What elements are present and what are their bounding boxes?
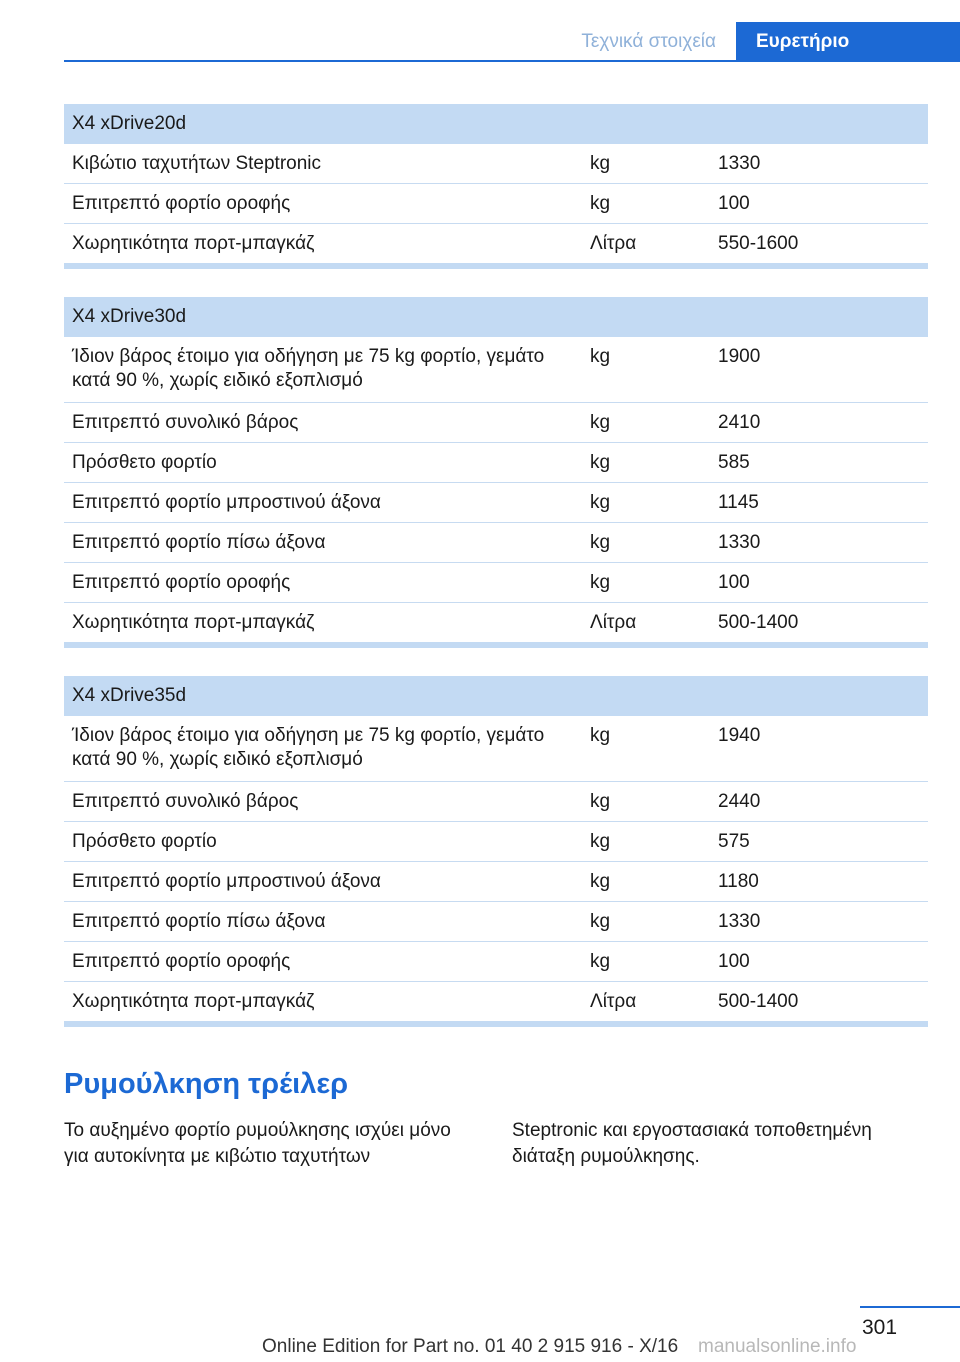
watermark: manualsonline.info bbox=[698, 1336, 857, 1357]
table-row bbox=[64, 224, 928, 264]
row-unit: kg bbox=[590, 871, 611, 892]
table-row bbox=[64, 563, 928, 603]
row-label: Πρόσθετο φορτίο bbox=[72, 452, 217, 473]
row-label: Επιτρεπτό φορτίο μπροστινού άξονα bbox=[72, 871, 381, 892]
row-label: Επιτρεπτό φορτίο πίσω άξονα bbox=[72, 911, 326, 932]
table-row bbox=[64, 337, 928, 403]
row-value: 2410 bbox=[718, 412, 761, 433]
table-row bbox=[64, 403, 928, 443]
page-number-rule bbox=[860, 1306, 960, 1308]
row-unit: kg bbox=[590, 911, 611, 932]
row-unit: kg bbox=[590, 951, 611, 972]
row-value: 1940 bbox=[718, 725, 761, 746]
table-title: X4 xDrive30d bbox=[64, 297, 928, 337]
row-unit: kg bbox=[590, 153, 611, 174]
table-row bbox=[64, 982, 928, 1022]
page-number: 301 bbox=[862, 1316, 898, 1339]
table-row bbox=[64, 483, 928, 523]
row-unit: Λίτρα bbox=[590, 233, 637, 254]
section-text-left: Το αυξημένο φορτίο ρυμούλκησης ισχύει μόνο για αυτοκίνητα με κιβώτιο ταχυτήτων bbox=[64, 1120, 451, 1167]
header-rule bbox=[64, 60, 960, 62]
row-value: 500-1400 bbox=[718, 991, 799, 1012]
row-value: 100 bbox=[718, 572, 750, 593]
table-row bbox=[64, 822, 928, 862]
tab-technical-data[interactable]: Τεχνικά στοιχεία bbox=[581, 31, 716, 52]
table-row bbox=[64, 862, 928, 902]
row-value: 1330 bbox=[718, 911, 761, 932]
section-text-right: Steptronic και εργοστασιακά τοποθετημένη διάταξη ρυμούλκησης. bbox=[512, 1120, 872, 1167]
row-label: Ίδιον βάρος έτοιμο για οδήγηση με 75 kg φορτίο, γεμάτο κατά 90 %, χωρίς ειδικό εξοπλισμό bbox=[72, 725, 545, 770]
row-label: Πρόσθετο φορτίο bbox=[72, 831, 217, 852]
row-unit: kg bbox=[590, 572, 611, 593]
row-value: 500-1400 bbox=[718, 612, 799, 633]
row-label: Επιτρεπτό φορτίο μπροστινού άξονα bbox=[72, 492, 381, 513]
row-value: 2440 bbox=[718, 791, 761, 812]
row-unit: kg bbox=[590, 831, 611, 852]
table-row bbox=[64, 523, 928, 563]
row-value: 100 bbox=[718, 951, 750, 972]
section-title: Ρυμούλκηση τρέιλερ bbox=[64, 1068, 349, 1100]
row-unit: kg bbox=[590, 452, 611, 473]
table-end-bar bbox=[64, 263, 928, 269]
row-label: Επιτρεπτό φορτίο οροφής bbox=[72, 572, 291, 593]
row-unit: kg bbox=[590, 193, 611, 214]
row-unit: kg bbox=[590, 492, 611, 513]
table-row bbox=[64, 603, 928, 643]
table-end-bar bbox=[64, 642, 928, 648]
row-label: Επιτρεπτό φορτίο πίσω άξονα bbox=[72, 532, 326, 553]
table-row bbox=[64, 443, 928, 483]
row-value: 585 bbox=[718, 452, 750, 473]
table-end-bar bbox=[64, 1021, 928, 1027]
table-row bbox=[64, 782, 928, 822]
row-unit: kg bbox=[590, 791, 611, 812]
table-row bbox=[64, 144, 928, 184]
row-label: Επιτρεπτό φορτίο οροφής bbox=[72, 951, 291, 972]
row-value: 575 bbox=[718, 831, 750, 852]
row-value: 1330 bbox=[718, 532, 761, 553]
row-label: Επιτρεπτό συνολικό βάρος bbox=[72, 791, 299, 812]
edition-footer: Online Edition for Part no. 01 40 2 915 916 - X/16 bbox=[262, 1336, 679, 1357]
row-value: 100 bbox=[718, 193, 750, 214]
row-label: Χωρητικότητα πορτ-μπαγκάζ bbox=[72, 233, 315, 254]
page-header bbox=[0, 0, 960, 62]
row-unit: Λίτρα bbox=[590, 991, 637, 1012]
row-label: Ίδιον βάρος έτοιμο για οδήγηση με 75 kg φορτίο, γεμάτο κατά 90 %, χωρίς ειδικό εξοπλισμό bbox=[72, 346, 545, 391]
table-row bbox=[64, 184, 928, 224]
row-unit: kg bbox=[590, 532, 611, 553]
row-value: 1145 bbox=[718, 492, 759, 513]
table-row bbox=[64, 716, 928, 782]
row-unit: kg bbox=[590, 346, 611, 367]
row-label: Επιτρεπτό συνολικό βάρος bbox=[72, 412, 299, 433]
row-value: 1180 bbox=[718, 871, 759, 892]
spec-table-xdrive20d bbox=[64, 104, 928, 269]
row-label: Επιτρεπτό φορτίο οροφής bbox=[72, 193, 291, 214]
row-value: 1330 bbox=[718, 153, 761, 174]
row-unit: Λίτρα bbox=[590, 612, 637, 633]
table-row bbox=[64, 902, 928, 942]
tab-index[interactable]: Ευρετήριο bbox=[736, 22, 960, 62]
spec-table-xdrive35d bbox=[64, 676, 928, 1027]
row-label: Χωρητικότητα πορτ-μπαγκάζ bbox=[72, 991, 315, 1012]
row-value: 550-1600 bbox=[718, 233, 799, 254]
row-value: 1900 bbox=[718, 346, 761, 367]
table-row bbox=[64, 942, 928, 982]
row-unit: kg bbox=[590, 412, 611, 433]
spec-table-xdrive30d bbox=[64, 297, 928, 648]
table-title: X4 xDrive35d bbox=[64, 676, 928, 716]
table-title: X4 xDrive20d bbox=[64, 104, 928, 144]
row-label: Χωρητικότητα πορτ-μπαγκάζ bbox=[72, 612, 315, 633]
row-unit: kg bbox=[590, 725, 611, 746]
row-label: Κιβώτιο ταχυτήτων Steptronic bbox=[72, 153, 322, 174]
